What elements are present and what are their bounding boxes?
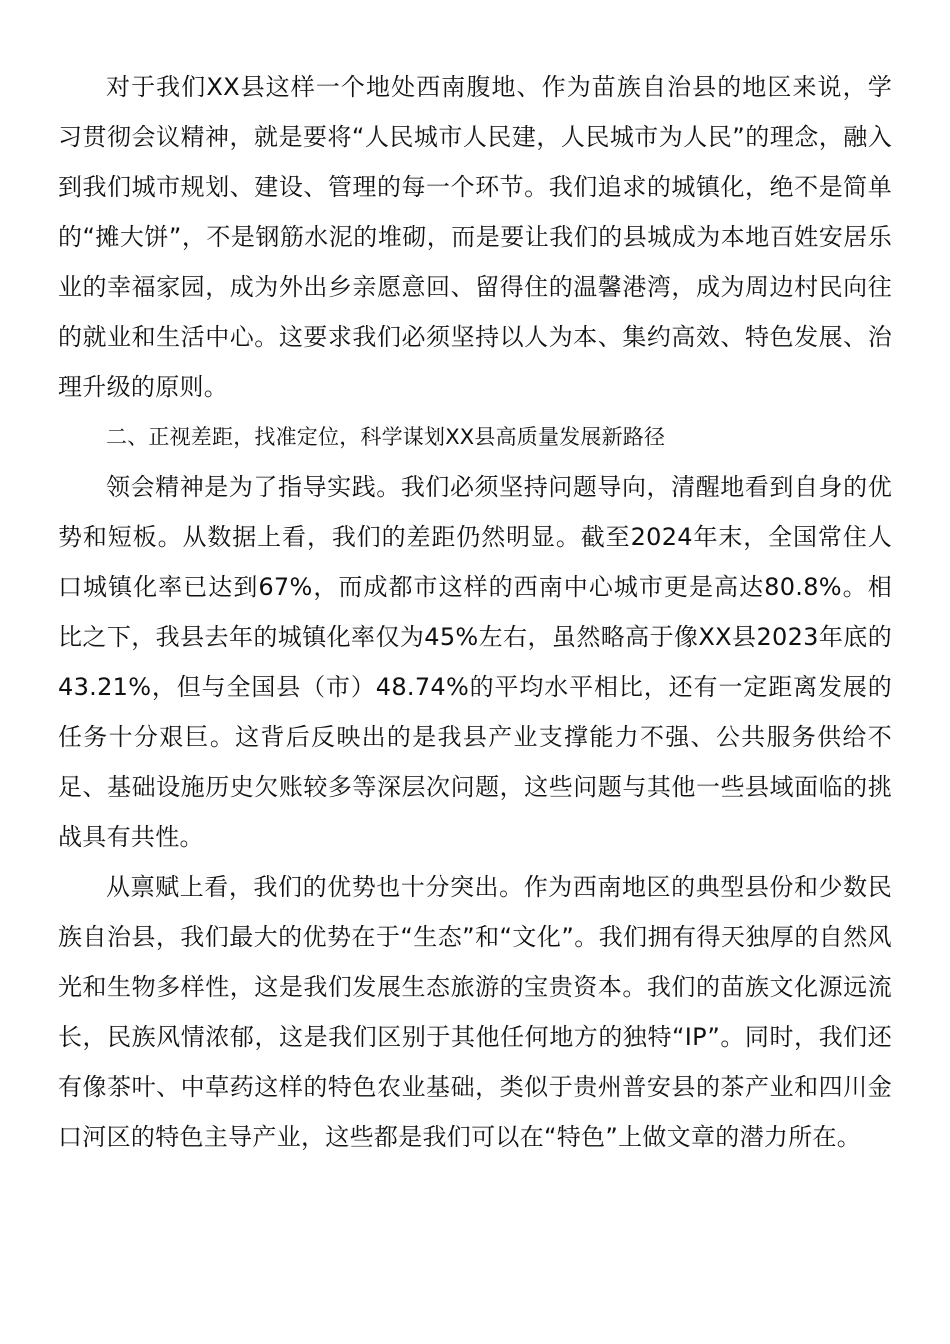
- paragraph-local-advantages: 从禀赋上看，我们的优势也十分突出。作为西南地区的典型县份和少数民族自治县，我们最大的优势在于“生态”和“文化”。我们拥有得天独厚的自然风光和生物多样性，这是我们发展生态旅游的宝贵资本。我们的苗族文化源远流长，民族风情浓郁，这是我们区别于其他任何地方的独特“IP”。同时，我们还有像茶叶、中草药这样的特色农业基础，类似于贵州普安县的茶产业和四川金口河区的特色主导产业，这些都是我们可以在“特色”上做文章的潜力所在。: [58, 873, 892, 1151]
- paragraph-people-centered-urbanization: 对于我们XX县这样一个地处西南腹地、作为苗族自治县的地区来说，学习贯彻会议精神，就是要将“人民城市人民建，人民城市为人民”的理念，融入到我们城市规划、建设、管理的每一个环节。我们追求的城镇化，绝不是简单的“摊大饼”，不是钢筋水泥的堆砌，而是要让我们的县城成为本地百姓安居乐业的幸福家园，成为外出乡亲愿意回、留得住的温馨港湾，成为周边村民向往的就业和生活中心。这要求我们必须坚持以人为本、集约高效、特色发展、治理升级的原则。: [58, 73, 892, 401]
- paragraph-urbanization-gap: 领会精神是为了指导实践。我们必须坚持问题导向，清醒地看到自身的优势和短板。从数据上看，我们的差距仍然明显。截至2024年末，全国常住人口城镇化率已达到67%，而成都市这样的西南中心城市更是高达80.8%。相比之下，我县去年的城镇化率仅为45%左右，虽然略高于像XX县2023年底的43.21%，但与全国县（市）48.74%的平均水平相比，还有一定距离发展的任务十分艰巨。这背后反映出的是我县产业支撑能力不强、公共服务供给不足、基础设施历史欠账较多等深层次问题，这些问题与其他一些县域面临的挑战具有共性。: [58, 473, 892, 851]
- document-page: [58, 62, 892, 1162]
- section-heading-2: 二、正视差距，找准定位，科学谋划XX县高质量发展新路径: [106, 425, 666, 449]
